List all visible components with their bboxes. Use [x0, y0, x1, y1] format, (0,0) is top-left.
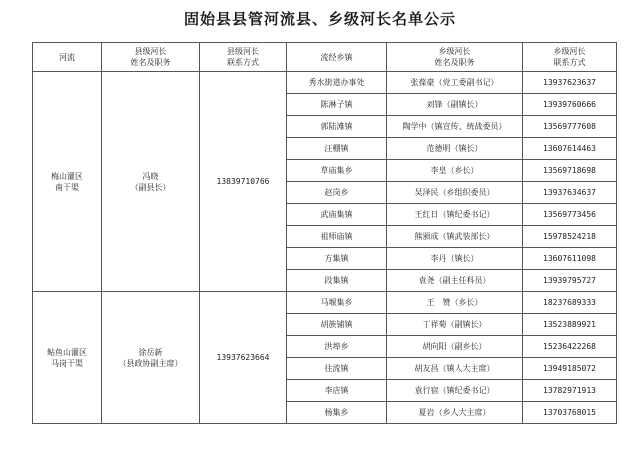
town-leader-cell: 吴泽民（乡组织委员） [387, 182, 523, 204]
township-cell: 马堰集乡 [287, 292, 387, 314]
county-phone-cell: 13839710766 [200, 72, 287, 292]
township-cell: 段集镇 [287, 270, 387, 292]
town-phone-cell: 13937634637 [523, 182, 617, 204]
town-phone-cell: 15236422268 [523, 336, 617, 358]
table-body [33, 72, 617, 424]
town-phone-cell: 13523889921 [523, 314, 617, 336]
town-phone-cell: 13607614463 [523, 138, 617, 160]
header-county-leader: 县级河长 姓名及职务 [102, 43, 200, 72]
town-leader-cell: 李皇（乡长） [387, 160, 523, 182]
header-town-phone: 乡级河长 联系方式 [523, 43, 617, 72]
river-cell: 鲇鱼山灌区 马岗干渠 [33, 292, 102, 424]
town-leader-cell: 王 赞（乡长） [387, 292, 523, 314]
town-phone-cell: 15978524218 [523, 226, 617, 248]
table-header-row [33, 43, 617, 72]
county-leader-cell: 冯晓 （副县长） [102, 72, 200, 292]
town-phone-cell: 13569777608 [523, 116, 617, 138]
town-phone-cell: 13939795727 [523, 270, 617, 292]
river-cell: 梅山灌区 南干渠 [33, 72, 102, 292]
town-leader-cell: 袁尧（副主任科员） [387, 270, 523, 292]
header-town-leader: 乡级河长 姓名及职务 [387, 43, 523, 72]
county-phone-cell: 13937623664 [200, 292, 287, 424]
town-phone-cell: 13569718698 [523, 160, 617, 182]
page-title: 固始县县管河流县、乡级河长名单公示 [183, 10, 456, 28]
township-cell: 李店镇 [287, 380, 387, 402]
town-phone-cell: 13939760666 [523, 94, 617, 116]
township-cell: 赵岗乡 [287, 182, 387, 204]
town-leader-cell: 丁祥菊（副镇长） [387, 314, 523, 336]
township-cell: 草庙集乡 [287, 160, 387, 182]
town-phone-cell: 13569773456 [523, 204, 617, 226]
town-leader-cell: 陶学中（镇宣传、统战委员） [387, 116, 523, 138]
township-cell: 洪埠乡 [287, 336, 387, 358]
town-leader-cell: 刘锋（副镇长） [387, 94, 523, 116]
township-cell: 胡族铺镇 [287, 314, 387, 336]
township-cell: 武庙集镇 [287, 204, 387, 226]
town-leader-cell: 袁行宿（镇纪委书记） [387, 380, 523, 402]
township-cell: 方集镇 [287, 248, 387, 270]
township-cell: 往流镇 [287, 358, 387, 380]
header-river: 河流 [33, 43, 102, 72]
table-row [33, 292, 617, 314]
header-township: 流经乡镇 [287, 43, 387, 72]
header-county-phone: 县级河长 联系方式 [200, 43, 287, 72]
table-row [33, 72, 617, 94]
township-cell: 祖师庙镇 [287, 226, 387, 248]
township-cell: 陈淋子镇 [287, 94, 387, 116]
town-phone-cell: 13937623637 [523, 72, 617, 94]
river-chief-table [32, 42, 617, 424]
town-leader-cell: 王红日（镇纪委书记） [387, 204, 523, 226]
town-phone-cell: 13782971913 [523, 380, 617, 402]
town-leader-cell: 张葆豪（党工委副书记） [387, 72, 523, 94]
township-cell: 杨集乡 [287, 402, 387, 424]
town-phone-cell: 13949185072 [523, 358, 617, 380]
town-phone-cell: 13607611098 [523, 248, 617, 270]
township-cell: 汪棚镇 [287, 138, 387, 160]
town-leader-cell: 范德明（镇长） [387, 138, 523, 160]
town-leader-cell: 李丹（镇长） [387, 248, 523, 270]
township-cell: 秀水街道办事处 [287, 72, 387, 94]
county-leader-cell: 徐岳新 （县政协副主席） [102, 292, 200, 424]
township-cell: 郭陆滩镇 [287, 116, 387, 138]
town-leader-cell: 熊颁成（镇武装部长） [387, 226, 523, 248]
town-leader-cell: 胡友昌（镇人大主席） [387, 358, 523, 380]
town-leader-cell: 胡向阳（副乡长） [387, 336, 523, 358]
town-phone-cell: 13703768015 [523, 402, 617, 424]
town-leader-cell: 夏岩（乡人大主席） [387, 402, 523, 424]
town-phone-cell: 18237689333 [523, 292, 617, 314]
